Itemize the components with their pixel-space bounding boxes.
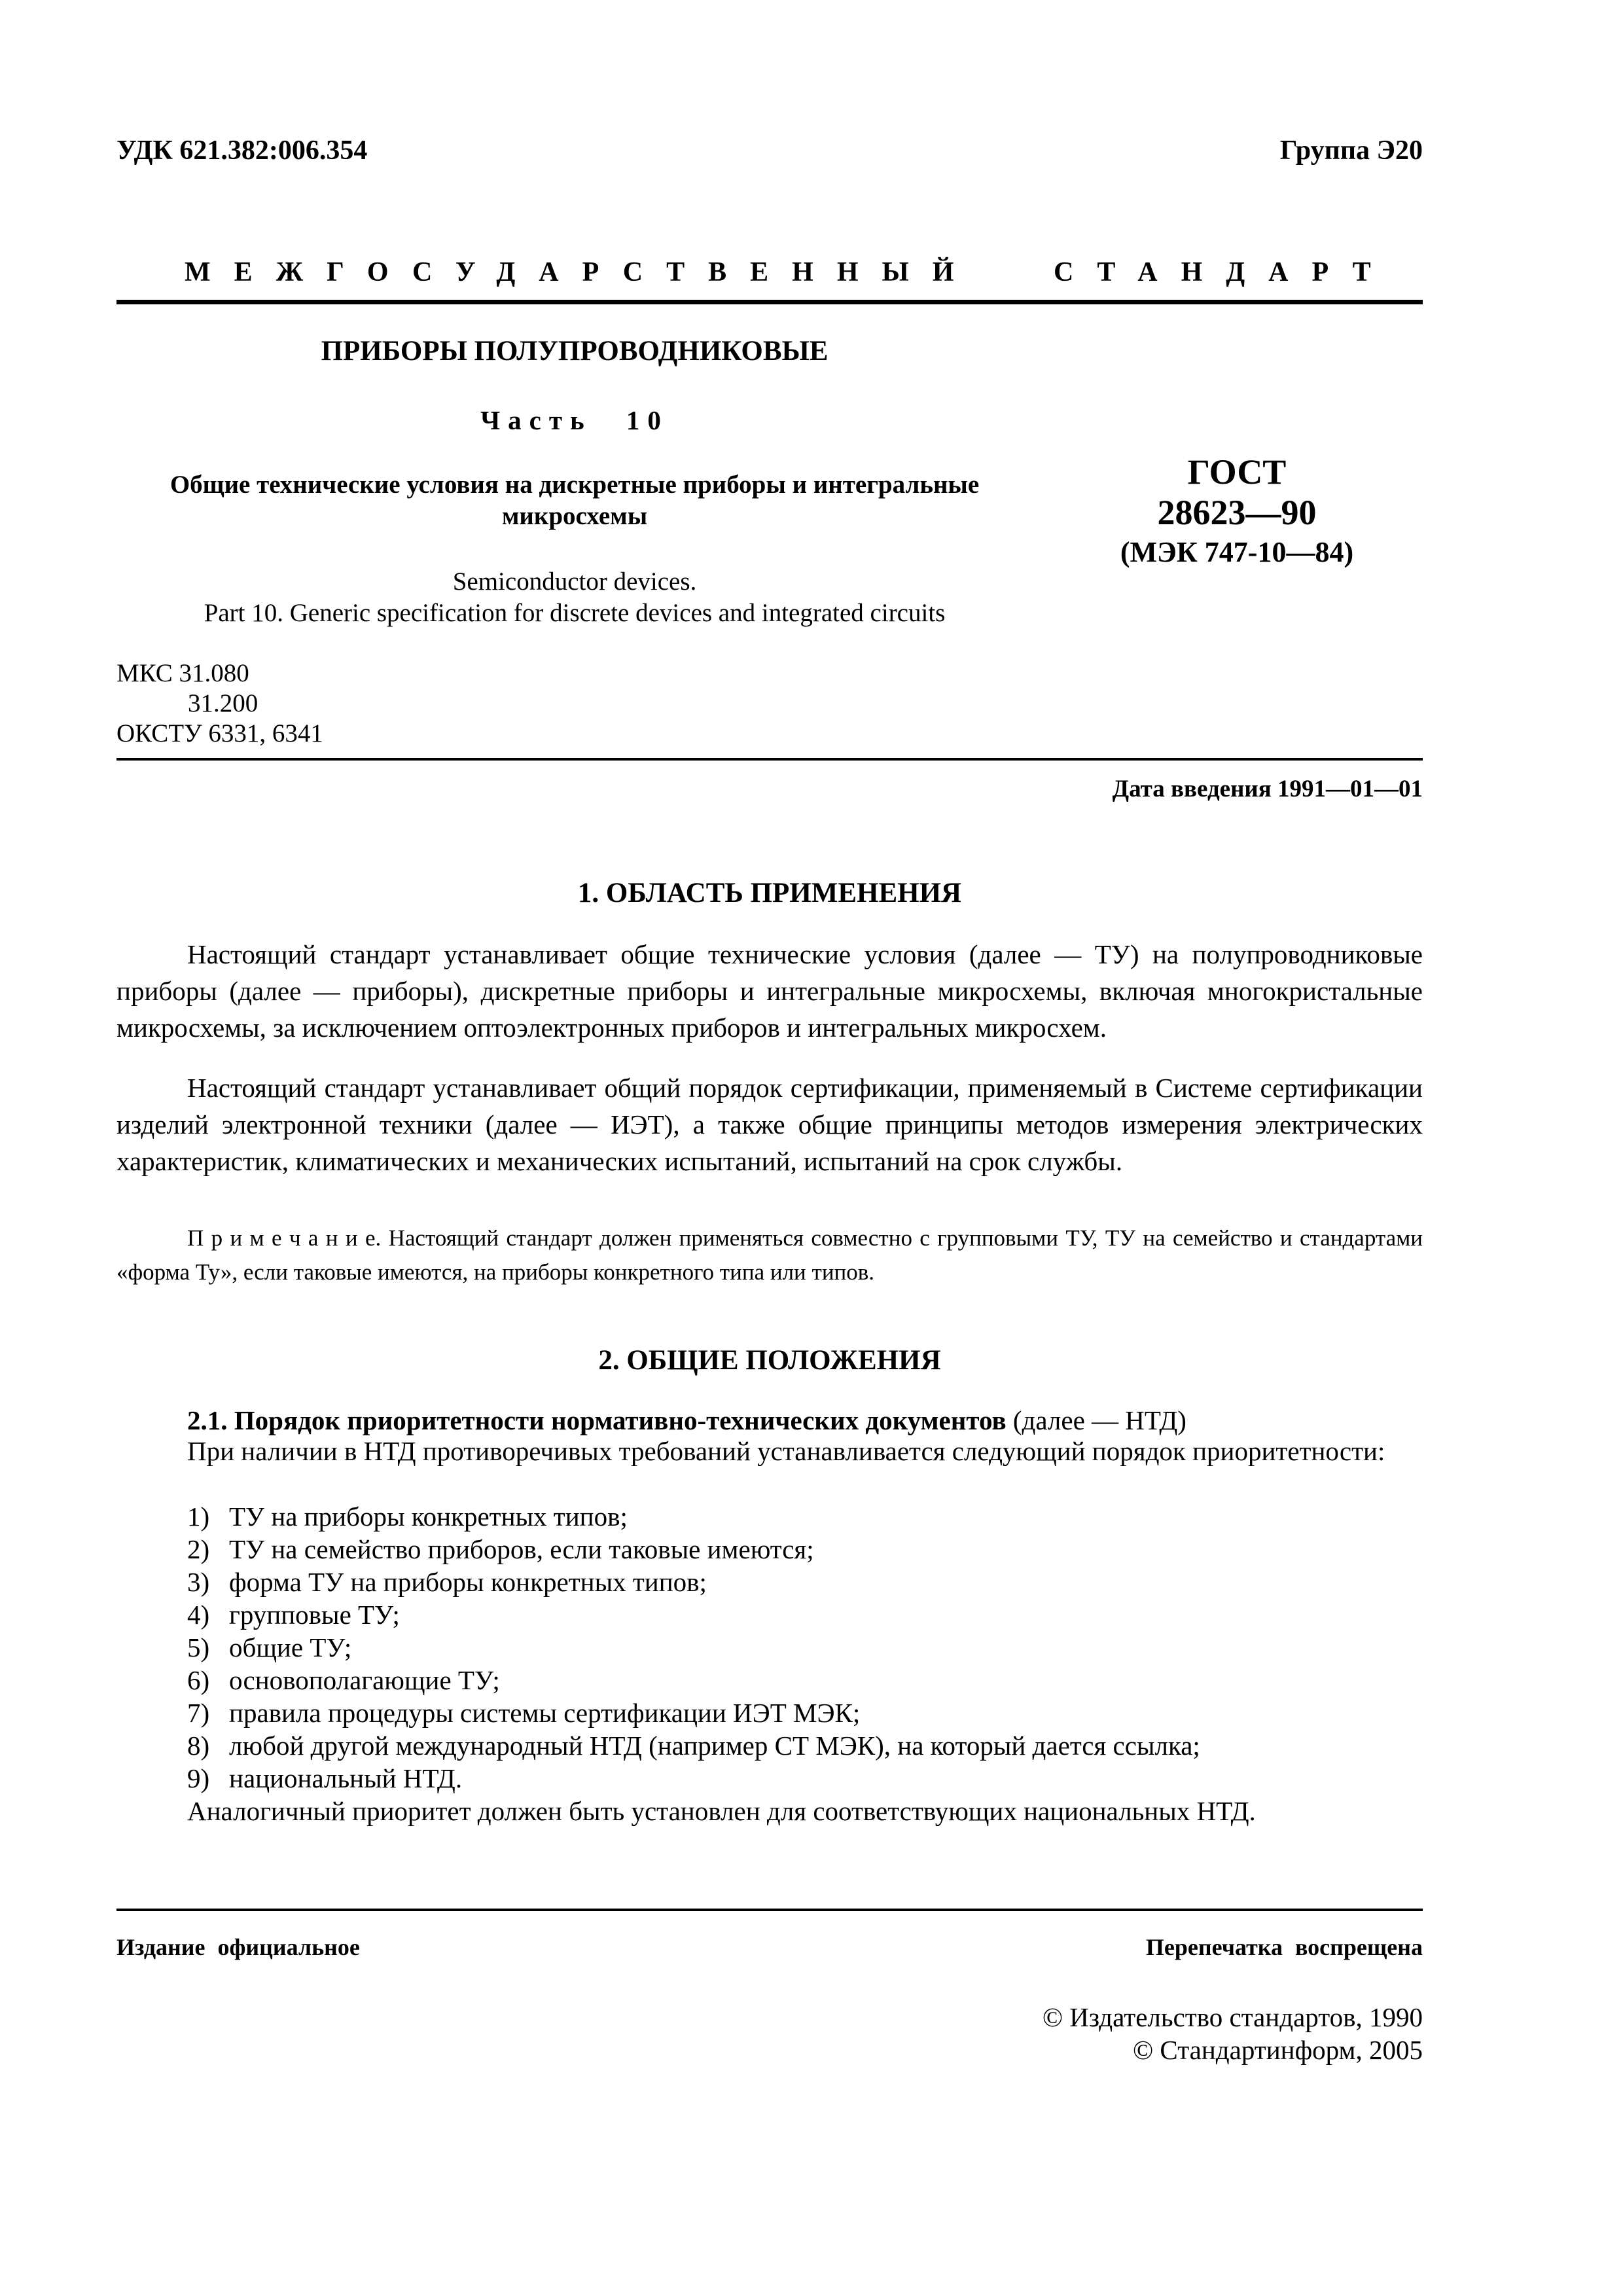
section1-heading: 1. ОБЛАСТЬ ПРИМЕНЕНИЯ — [577, 878, 962, 908]
section1-paragraph2: Настоящий стандарт устанавливает общий порядок сертификации, применяемый в Системе сертификации изделий электронной техники (далее — ИЭТ), а также общие принципы методов измерения электрических характеристик, климатических и механических испытаний, испытаний на срок службы. — [116, 1073, 1423, 1176]
okstu-code: ОКСТУ 6331, 6341 — [116, 719, 323, 747]
list-item: 7) правила процедуры системы сертификации ИЭТ МЭК; — [187, 1698, 861, 1728]
list-item: 2) ТУ на семейство приборов, если таковые имеются; — [187, 1534, 814, 1564]
section1-note — [116, 1221, 1423, 1289]
clause-2-1-title — [116, 1402, 1423, 1439]
priority-intro: При наличии в НТД противоречивых требований устанавливается следующий порядок приоритетности: — [187, 1436, 1385, 1466]
subtitle-line2: микросхемы — [501, 502, 648, 530]
english-title-line1: Semiconductor devices. — [452, 567, 697, 596]
reprint-prohibited: Перепечатка воспрещена — [1145, 1934, 1423, 1960]
gost-number: 28623—90 — [1157, 493, 1317, 532]
banner-standard: СТАНДАРТ — [1054, 257, 1395, 287]
clause-title: Порядок приоритетности нормативно-технических документов — [234, 1405, 1007, 1435]
iec-reference: (МЭК 747-10—84) — [1120, 536, 1354, 568]
note-text: Настоящий стандарт должен применяться совместно с групповыми ТУ, ТУ на семейство и стандартами «форма Ту», если таковые имеются, на приборы конкретного типа или типов. — [116, 1225, 1423, 1285]
introduction-date: Дата введения 1991—01—01 — [1112, 776, 1423, 802]
group-code: Группа Э20 — [1279, 135, 1423, 166]
official-edition: Издание официальное — [116, 1934, 360, 1960]
list-item: 9) национальный НТД. — [187, 1763, 463, 1793]
list-item: 4) групповые ТУ; — [187, 1600, 400, 1630]
document-title: ПРИБОРЫ ПОЛУПРОВОДНИКОВЫЕ — [321, 336, 829, 367]
classification-rule — [116, 758, 1423, 761]
section1-paragraph1: Настоящий стандарт устанавливает общие технические условия (далее — ТУ) на полупроводниковые приборы (далее — приборы), дискретные приборы и интегральные микросхемы, включая многокристальные микросхемы, за исключением оптоэлектронных приборов и интегральных микросхем. — [116, 939, 1423, 1043]
list-item: 6) основополагающие ТУ; — [187, 1665, 500, 1695]
list-item: 3) форма ТУ на приборы конкретных типов; — [187, 1567, 707, 1597]
list-item: 1) ТУ на приборы конкретных типов; — [187, 1501, 628, 1532]
list-item: 5) общие ТУ; — [187, 1632, 352, 1662]
subtitle-line1: Общие технические условия на дискретные приборы и интегральные — [169, 471, 980, 499]
note-label: П р и м е ч а н и е. — [187, 1225, 382, 1251]
udk-code: УДК 621.382:006.354 — [116, 135, 368, 166]
gost-label: ГОСТ — [1187, 452, 1287, 492]
clause-title-tail: (далее — НТД) — [1012, 1405, 1186, 1435]
banner-interstate: МЕЖГОСУДАРСТВЕННЫЙ — [185, 257, 978, 287]
list-item: 8) любой другой международный НТД (например СТ МЭК), на который дается ссылка; — [187, 1731, 1200, 1761]
part-number: Часть 10 — [480, 405, 669, 435]
section2-heading: 2. ОБЩИЕ ПОЛОЖЕНИЯ — [598, 1345, 941, 1376]
priority-closing: Аналогичный приоритет должен быть установлен для соответствующих национальных НТД. — [187, 1796, 1256, 1826]
clause-number: 2.1. — [187, 1405, 228, 1435]
mks-code-2: 31.200 — [188, 689, 259, 717]
english-title-line2: Part 10. Generic specification for discrete devices and integrated circuits — [204, 599, 946, 627]
banner-rule — [116, 300, 1423, 304]
footer-rule — [116, 1909, 1423, 1911]
copyright-1990: © Издательство стандартов, 1990 — [1042, 2002, 1423, 2032]
mks-code-1: МКС 31.080 — [116, 659, 249, 687]
copyright-2005: © Стандартинформ, 2005 — [1133, 2035, 1423, 2065]
